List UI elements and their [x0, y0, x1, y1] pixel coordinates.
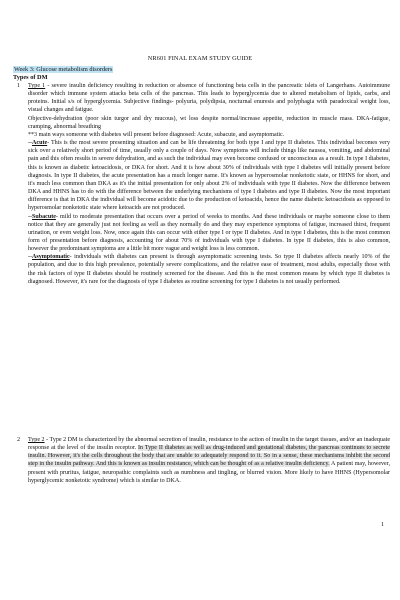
type1-ways-paragraph: **3 main ways someone with diabetes will present before diagnosed: Acute, subacute, and asymptomatic.	[28, 131, 285, 138]
type1-objective-paragraph: Objective-dehydration (poor skin turgor and dry mucous), wt loss despite normal/increase appetite, reduction in muscle mass. DKA-fatigue, cramping, abnormal breathing	[28, 115, 390, 130]
type2-paragraph	[28, 436, 390, 485]
type1-intro-paragraph	[28, 82, 390, 115]
type1-section	[17, 82, 390, 286]
subacute-prefix: --	[28, 213, 33, 220]
type2-text: - Type 2 DM is characterized by the abnormal secretion of insulin, resistance to the action of insulin in the target tissues, and/or an inadequate response at the level of the insulin receptor.	[28, 437, 391, 452]
page-number: 1	[381, 521, 385, 528]
type2-title: Type 2	[28, 437, 45, 443]
subacute-text: - mild to moderate presentation that occurs over a period of weeks to months. And these individuals or maybe someone close to them notice that they are generally just not feeling as well as they normally do and they may experience symptoms of fatigue, increased thirst, frequent urination, or even weight loss. Now, once again this can occur with either type I or type II diabetes. And in type I diabetes, this is the most common form of presentation before diagnosis, accounting for about 70% of individuals with type I diabetes. In type II diabetes, this is also common, however the predominant symptoms are a little bit more vague and weight loss is less common.	[28, 213, 390, 253]
type2-text-after: A patient may, however, present with pruritus, fatigue, neuropathic complaints such as numbness and tingling, or blurred vision. More likely to have HHNS (Hypersomolar hyperglycemic nonketotic syndrome) which is similar to DKA.	[28, 461, 390, 484]
asymptomatic-prefix: --	[28, 254, 33, 261]
asymptomatic-paragraph	[28, 253, 390, 286]
type2-highlighted-text: In Type II diabetes as well as drug-induced and gestational diabetes, the pancreas continues to secrete insulin. However, it's the cells throughout the body that are unable to adequately respond to it. So in a sense, these mechanisms inhibit the second step in the insulin pathway. And this is known as insulin resistance, which can be thought of as a relative insulin deficiency.	[28, 445, 390, 468]
asymptomatic-label: Asymptomatic	[32, 254, 70, 261]
acute-label: Acute	[32, 140, 48, 147]
asymptomatic-text: - individuals with diabetes can present is through asymptomatic screening tests. So type II diabetes affects nearly 10% of the population, and due to this high prevalence, potentially severe complications, and the relative ease of treatment, most adults, especially those with the risk factors of type II diabetes should be routinely screened for the disease. And this is the most common means by which type II diabetes is diagnosed. However, it's rare for the diagnosis of type I diabetes as routine screening for type I diabetes is not usually performed.	[28, 254, 390, 285]
type1-title: Type 1	[28, 83, 46, 89]
type2-section	[17, 436, 391, 485]
acute-prefix: --	[28, 140, 33, 147]
document-title: NR601 FINAL EXAM STUDY GUIDE	[147, 55, 253, 62]
subacute-label: Subacute	[32, 213, 56, 220]
type2-number: 2	[17, 437, 21, 443]
week-heading: Week 3: Glucose metabolism disorders	[14, 66, 113, 73]
subacute-paragraph	[28, 213, 390, 254]
type1-number: 1	[17, 83, 21, 89]
acute-text: - This is the most severe presenting situation and can be life threatening for both type I and type II diabetes. This individual becomes very sick over a relatively short period of time, usually only a couple of days. Now symptoms will include things like nausea, vomiting, and abdominal pain and this often results in severe dehydration, and as such the individual may even become confused or unconscious as a result. In type I diabetes, this is known as diabetic ketoacidosis, or DKA for short. And it is how about 30% of individuals with type I diabetes will initially present before diagnosis. In type II diabetes, the acute presentation has a much longer name. It's known as hyperosmolar nonketotic state, or HHNS for short, and it's much less common than DKA as it's the initial presentation for only about 2% of individuals with type II diabetes. Now the difference between DKA and HHNS has to do with the difference between the underlying mechanisms of type I diabetes and type II diabetes. Now the most important difference is that in DKA the individual will become acidotic due to the production of ketoacids, hence the name diabetic ketoacidosis as opposed to hyperosmolar nonketotic state where ketoacids are not produced.	[28, 140, 390, 212]
acute-paragraph	[28, 139, 390, 212]
type1-intro-text: - severe insulin deficiency resulting in reduction or absence of functioning beta cells in the pancreatic islets of Langerhans. Autoimmune disorder which immune system attacks beta cells of the pancreas. This leads to hyperglycemia due to altered metabolism of lipids, carbs, and proteins. Initial s/s of hyperglycemia. Subjective findings- polyuria, polydipsia, nocturnal enuresis and polyphagia with paradoxical weight loss, visual changes and fatigue.	[28, 83, 390, 114]
section-heading: Types of DM	[13, 74, 48, 81]
